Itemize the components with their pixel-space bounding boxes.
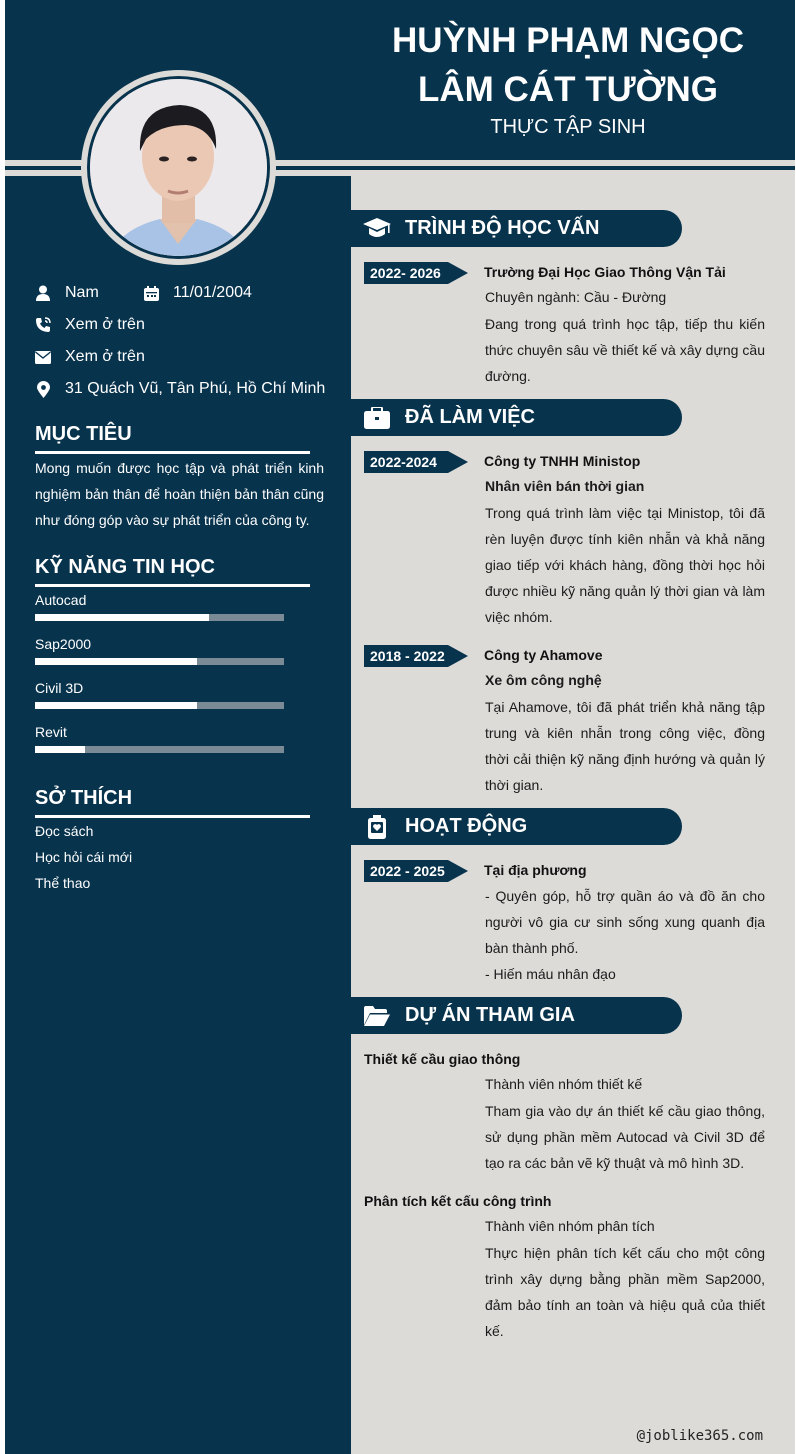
gender-value: Nam (65, 284, 99, 301)
objective-text: Mong muốn được học tập và phát triển kinh nghiệm bản thân để hoàn thiện bản thân cũng như đóng góp vào sự phát triển của công ty. (35, 460, 324, 528)
hobbies-title: SỞ THÍCH (35, 787, 133, 809)
job-company: Công ty Ahamove (484, 647, 603, 663)
user-icon (35, 284, 51, 302)
activity-place: Tại địa phương (484, 862, 587, 878)
skill-label: Revit (35, 724, 67, 740)
skills-title: KỸ NĂNG TIN HỌC (35, 556, 215, 578)
skill-level-bar (35, 614, 284, 621)
calendar-icon (143, 284, 159, 302)
email-value: Xem ở trên (65, 348, 145, 365)
footer-watermark: @joblike365.com (636, 1428, 763, 1444)
project-desc: Tham gia vào dự án thiết kế cầu giao thông, sử dụng phần mềm Autocad và Civil 3D để tạo ra các bản vẽ kỹ thuật và mô hình 3D. (485, 1103, 765, 1171)
hobbies-divider (35, 815, 310, 818)
job-desc: Trong quá trình làm việc tại Ministop, tôi đã rèn luyện được tính kiên nhẫn và khả năng giao tiếp với khách hàng, đồng thời học hỏi được nhiều kỹ năng quản lý thời gian và làm việc nhóm. (485, 505, 765, 625)
envelope-icon (35, 348, 51, 366)
job-position: Nhân viên bán thời gian (485, 478, 645, 494)
project-name: Phân tích kết cấu công trình (364, 1193, 552, 1209)
graduation-cap-icon (363, 216, 391, 242)
hobby-item: Học hỏi cái mới (35, 849, 133, 865)
activity-badge-icon (363, 814, 391, 840)
work-section-header: ĐÃ LÀM VIỆC (351, 399, 682, 436)
major: Chuyên ngành: Cầu - Đường (485, 289, 667, 305)
briefcase-icon (363, 405, 391, 431)
address-value: 31 Quách Vũ, Tân Phú, Hồ Chí Minh (65, 380, 326, 397)
objective-divider (35, 451, 310, 454)
location-pin-icon (35, 380, 51, 398)
portrait-photo (90, 79, 267, 256)
skill-level-bar (35, 702, 284, 709)
avatar (81, 70, 276, 265)
skill-label: Civil 3D (35, 680, 84, 696)
job-company: Công ty TNHH Ministop (484, 453, 641, 469)
phone-value: Xem ở trên (65, 316, 145, 333)
skill-level-fill (35, 746, 85, 753)
skill-label: Autocad (35, 592, 87, 608)
activity-desc: - Quyên góp, hỗ trợ quần áo và đồ ăn cho người vô gia cư sinh sống xung quanh địa bàn thành phố. - Hiến máu nhân đạo (485, 888, 765, 982)
job-desc: Tại Ahamove, tôi đã phát triển khả năng tập trung và kiên nhẫn trong công việc, đồng thời cải thiện kỹ năng định hướng và quản lý thời gian. (485, 699, 765, 793)
candidate-name: HUỲNH PHẠM NGỌC LÂM CÁT TƯỜNG (392, 21, 744, 109)
job-position: Xe ôm công nghệ (485, 672, 602, 688)
skill-level-fill (35, 614, 209, 621)
skill-level-bar (35, 746, 284, 753)
education-section-header: TRÌNH ĐỘ HỌC VẤN (351, 210, 682, 247)
hobby-item: Đọc sách (35, 823, 94, 839)
phone-icon (35, 316, 51, 334)
project-role: Thành viên nhóm phân tích (485, 1218, 655, 1234)
birthday-value: 11/01/2004 (173, 284, 252, 301)
hobby-item: Thể thao (35, 875, 91, 891)
folder-open-icon (363, 1003, 391, 1029)
skill-level-fill (35, 658, 197, 665)
candidate-role: THỰC TẬP SINH (490, 116, 646, 138)
projects-section-header: DỰ ÁN THAM GIA (351, 997, 682, 1034)
activities-section-header: HOẠT ĐỘNG (351, 808, 682, 845)
resume-page: HUỲNH PHẠM NGỌC LÂM CÁT TƯỜNG THỰC TẬP SINH Nam 11/01/2004 Xem ở trên Xem ở trên 31 Quách Vũ, Tân Phú, Hồ Chí Minh MỤC TIÊU Mong muốn được học tập và phát triển kinh nghiệm bản thân để hoàn thiện bản thân cũng như đóng góp vào sự phát triển của công ty. KỸ NĂNG TIN HỌC SỞ THÍCH Đọc sách Học hỏi cái mới Thể thao TRÌNH ĐỘ HỌC VẤN 2022- 2026 Trường Đại Học Giao Thông Vận Tải Chuyên ngành: Cầu - Đường Đang trong quá trình học tập, tiếp thu kiến thức chuyên sâu về thiết kế và xây dựng cầu đường. ĐÃ LÀM VIỆC 2022-2024 Công ty TNHH Ministop Nhân viên bán thời gian Trong quá trình làm việc tại Ministop, tôi đã rèn luyện được tính kiên nhẫn và khả năng giao tiếp với khách hàng, đồng thời học hỏi được nhiều kỹ năng quản lý thời gian và làm việc nhóm. 2018 - 2022 Công ty Ahamove Xe ôm công nghệ Tại Ahamove, tôi đã phát triển khả năng tập trung và kiên nhẫn trong công việc, đồng thời cải thiện kỹ năng định hướng và quản lý thời gian. HOẠT ĐỘNG 2022 - 2025 Tại địa phương - Quyên góp, hỗ trợ quần áo và đồ ăn cho người vô gia cư sinh sống xung quanh địa bàn thành phố. - Hiến máu nhân đạo DỰ ÁN THAM GIA Thiết kế cầu giao thông Thành viên nhóm thiết kế Tham gia vào dự án thiết kế cầu giao thông, sử dụng phần mềm Autocad và Civil 3D để tạo ra các bản vẽ kỹ thuật và mô hình 3D. Phân tích kết cấu công trình Thành viên nhóm phân tích Thực hiện phân tích kết cấu cho một công trình xây dựng bằng phần mềm Sap2000, đảm bảo tính an toàn và hiệu quả của thiết kế. @joblike365.com Autocad Sap2000 Civil 3D Revit (5, 0, 795, 1454)
skill-level-fill (35, 702, 197, 709)
school-name: Trường Đại Học Giao Thông Vận Tải (484, 264, 726, 280)
project-desc: Thực hiện phân tích kết cấu cho một công trình xây dựng bằng phần mềm Sap2000, đảm bảo tính an toàn và hiệu quả của thiết kế. (485, 1245, 765, 1339)
skill-label: Sap2000 (35, 636, 92, 652)
objective-title: MỤC TIÊU (35, 423, 132, 445)
skill-level-bar (35, 658, 284, 665)
skills-divider (35, 584, 310, 587)
project-role: Thành viên nhóm thiết kế (485, 1076, 643, 1092)
project-name: Thiết kế cầu giao thông (364, 1051, 521, 1067)
education-desc: Đang trong quá trình học tập, tiếp thu kiến thức chuyên sâu về thiết kế và xây dựng cầu đường. (485, 316, 765, 384)
